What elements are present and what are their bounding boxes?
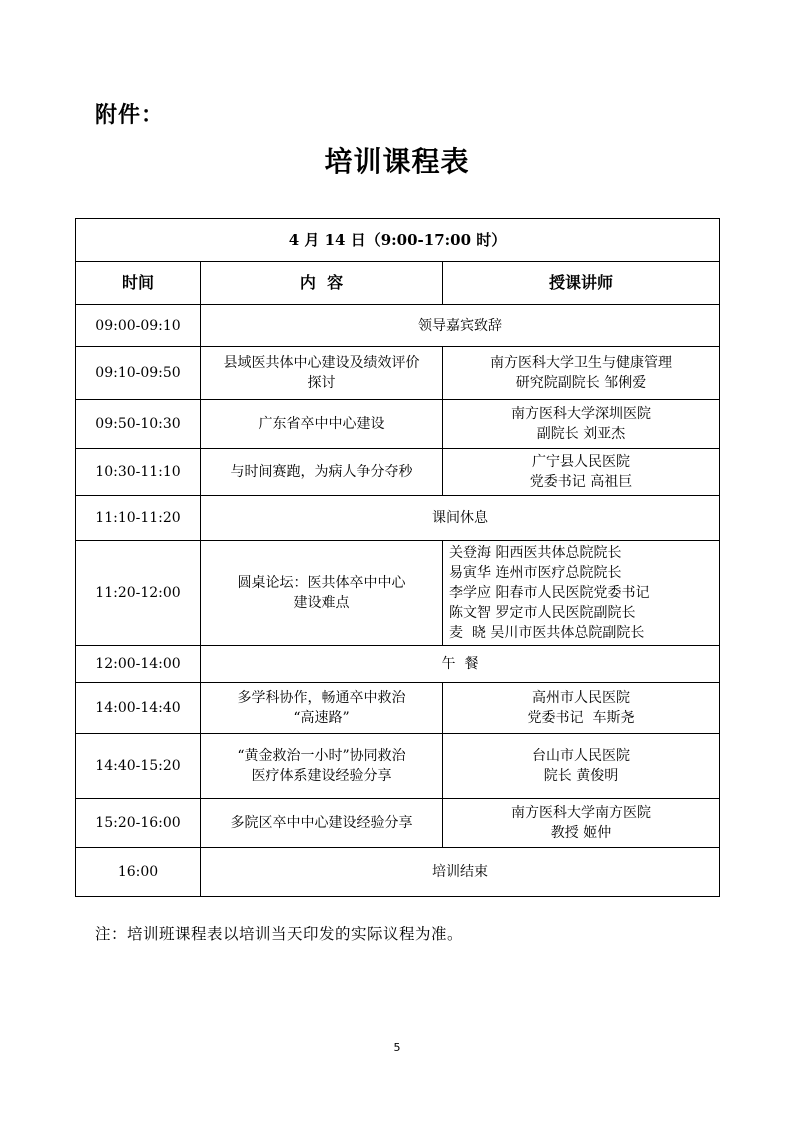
date-header-row: [76, 219, 720, 262]
session-content: [201, 683, 443, 734]
table-row: [76, 305, 720, 347]
column-header-time: 时间: [76, 262, 201, 305]
session-span: 培训结束: [201, 848, 720, 897]
session-content: [201, 799, 443, 848]
session-time: 09:50-10:30: [76, 400, 201, 449]
table-row: [76, 541, 720, 646]
teacher-line: 党委书记 高祖巨: [529, 474, 633, 490]
table-row: [76, 734, 720, 799]
table-row: [76, 683, 720, 734]
session-content: [201, 541, 443, 646]
panelist: 陈文智 罗定市人民医院副院长: [449, 605, 636, 621]
panelist: 麦 晓 吴川市医共体总院副院长: [449, 625, 645, 641]
teacher-line: 南方医科大学卫生与健康管理: [490, 355, 672, 371]
session-span: 领导嘉宾致辞: [201, 305, 720, 347]
content-line: 圆桌论坛：医共体卒中中心: [237, 575, 406, 591]
table-row: [76, 496, 720, 541]
panelist: 易寅华 连州市医疗总院院长: [449, 565, 622, 581]
content-line: 与时间赛跑，为病人争分夺秒: [230, 464, 413, 480]
content-line: 县域医共体中心建设及绩效评价: [223, 355, 420, 371]
teacher-line: 南方医科大学南方医院: [511, 805, 651, 821]
teacher-line: 南方医科大学深圳医院: [511, 406, 651, 422]
session-time: 12:00-14:00: [76, 646, 201, 683]
session-time: 09:10-09:50: [76, 347, 201, 400]
session-span: 课间休息: [201, 496, 720, 541]
date-header: 4 月 14 日（9:00-17:00 时）: [76, 219, 720, 262]
content-line: 探讨: [307, 375, 336, 391]
session-span: 午 餐: [201, 646, 720, 683]
session-teacher: [443, 347, 720, 400]
teacher-line: 院长 黄俊明: [543, 768, 619, 784]
session-time: 11:20-12:00: [76, 541, 201, 646]
content-line: 建设难点: [293, 595, 350, 611]
content-line: 医疗体系建设经验分享: [251, 768, 392, 784]
session-teacher: [443, 683, 720, 734]
table-row: [76, 400, 720, 449]
teacher-line: 研究院副院长 邹俐爱: [515, 375, 647, 391]
session-time: 15:20-16:00: [76, 799, 201, 848]
content-line: “高速路”: [293, 710, 350, 726]
column-header-teacher: 授课讲师: [443, 262, 720, 305]
session-content: [201, 400, 443, 449]
teacher-line: 教授 姬仲: [550, 825, 612, 841]
session-content: [201, 449, 443, 496]
session-teacher: [443, 400, 720, 449]
page-title: 培训课程表: [324, 145, 470, 178]
teacher-line: 高州市人民医院: [532, 690, 630, 706]
session-content: [201, 347, 443, 400]
panelist: 关登海 阳西医共体总院院长: [449, 545, 622, 561]
session-teacher: [443, 734, 720, 799]
table-row: [76, 347, 720, 400]
teacher-line: 副院长 刘亚杰: [536, 426, 626, 442]
session-time: 09:00-09:10: [76, 305, 201, 347]
teacher-line: 台山市人民医院: [532, 748, 630, 764]
session-time: 14:00-14:40: [76, 683, 201, 734]
content-line: 多学科协作，畅通卒中救治: [237, 690, 406, 706]
panelist: 李学应 阳春市人民医院党委书记: [449, 585, 650, 601]
table-row: [76, 449, 720, 496]
session-content: [201, 734, 443, 799]
session-teacher: [443, 449, 720, 496]
table-row: [76, 646, 720, 683]
session-time: 10:30-11:10: [76, 449, 201, 496]
content-line: 多院区卒中中心建设经验分享: [230, 815, 413, 831]
panelist-list: [443, 541, 720, 646]
session-time: 16:00: [76, 848, 201, 897]
column-header-row: [76, 262, 720, 305]
teacher-line: 党委书记 车斯尧: [527, 710, 635, 726]
page-number: 5: [393, 1041, 401, 1054]
content-line: “黄金救治一小时”协同救治: [237, 748, 406, 764]
table-row: [76, 799, 720, 848]
content-line: 广东省卒中中心建设: [258, 416, 385, 432]
schedule-table: [75, 218, 720, 897]
footnote: 注：培训班课程表以培训当天印发的实际议程为准。: [95, 925, 464, 943]
session-time: 11:10-11:20: [76, 496, 201, 541]
attachment-label: 附件：: [95, 103, 165, 128]
session-time: 14:40-15:20: [76, 734, 201, 799]
column-header-content: 内 容: [201, 262, 443, 305]
teacher-line: 广宁县人民医院: [532, 454, 630, 470]
session-teacher: [443, 799, 720, 848]
table-row: [76, 848, 720, 897]
